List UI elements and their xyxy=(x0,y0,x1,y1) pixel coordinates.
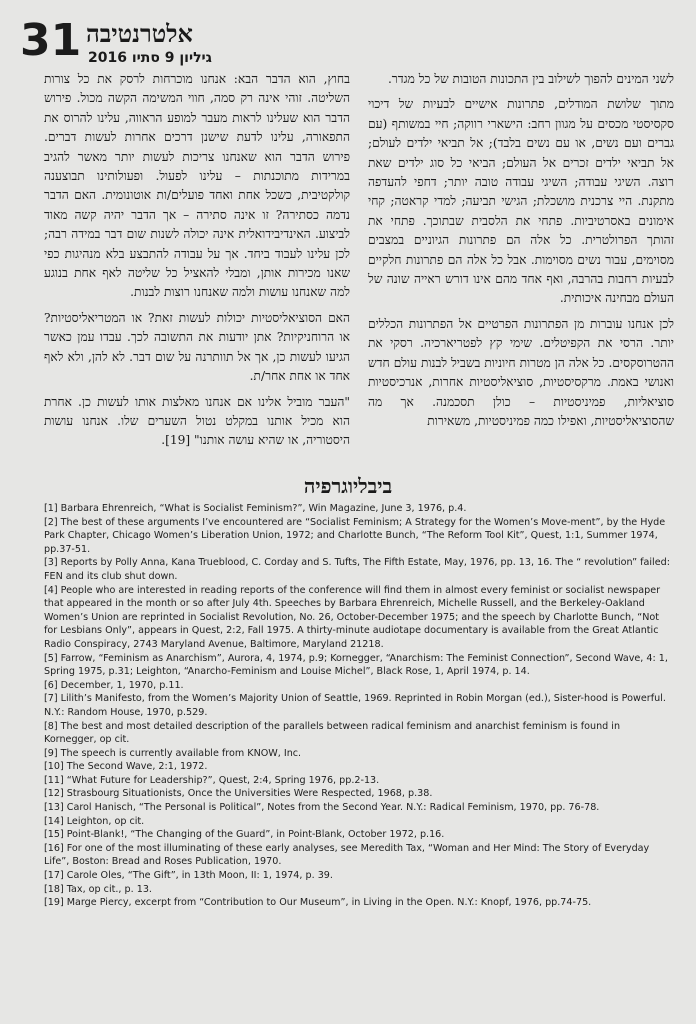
paragraph: לשני המינים להפוך לשילוב בין התכונות הטובות של כל מגדר. xyxy=(387,72,674,86)
bibliography-entry: [5] Farrow, “Feminism as Anarchism”, Aurora, 4, 1974, p.9; Kornegger, “Anarchism: The Feminist Connection”, Second Wave, 4: 1, Spring 1975, p.31; Leighton, “Anarcho-Feminism and Louise Michel”, Black Rose, 1, April 1974, p. 14. xyxy=(44,652,668,678)
bibliography-heading: ביבליוגרפיה xyxy=(303,474,393,498)
paragraph: מתוך שלושת המודלים, פתרונות אישיים לבעיות של דיכוי סקסיסטי מכסים על מגוון רחב: הישארי רווקה; חיי במשותף (עם גברים ועם נשים, או עם נשים בלבד); אל תביאי ילדים לעולם; אל תביאי ילדים זכרים אל העולם; הביאי כל סוג ילדים שאת רוצה. השיגי עבודה; השיגי עבודה טובה יותר; דחפי להעדפה מתקנת. היי צרכנית מושכלת; הגישי תביעה; למדי קראטה; קחי אימונים באסרטיביות. פתחי את הלסבית שבתוכך. פתחי את זהותך הפרולטרית. כל אלה הם פתרונות הגיוניים במצבים מסוימים, עבור נשים מסוימות. אבל כל אלה הם פתרונות חלקיים לבעיות רחבות בהרבה, ואף אחד מהם אינו דורש ראייה שונה של העולם מבחינה איכותית. xyxy=(368,97,674,306)
bibliography-entry: [10] The Second Wave, 2:1, 1972. xyxy=(44,761,208,773)
bibliography-entry: [19] Marge Piercy, excerpt from “Contribution to Our Museum”, in Living in the Open. N.Y.: Knopf, 1976, pp.74-75. xyxy=(44,897,592,909)
left-column xyxy=(44,70,350,451)
bibliography-entry: [12] Strasbourg Situationists, Once the Universities Were Respected, 1968, p.38. xyxy=(44,788,433,800)
right-column xyxy=(368,70,674,431)
magazine-title: אלטרנטיבה xyxy=(86,19,193,48)
issue-line: גיליון 9 סתיו 2016 xyxy=(88,50,212,66)
bibliography-entry: [17] Carole Oles, “The Gift”, in 13th Moon, II: 1, 1974, p. 39. xyxy=(44,870,333,882)
article-columns xyxy=(44,70,674,470)
paragraph: לכן אנחנו עוברות מן הפתרונות הפרטיים אל הפתרונות הכללים יותר. הרסי את הקפיטלים. שימי קץ לפטריארכיה. רסקי את ההטרוסקסים. כל אלה הן מטרות חיוניות בשביל לבנות עולם חדש ואנושי באמת. מרקסיסטיות, סוציאליסטיות אחרות, אנרכיסטיות סוציאליות, פמיניסטיות – כולן תסכמנה. אך מה שהסוציאליסטיות, ואפילו כמה פמיניסטיות, משאירות xyxy=(368,316,674,428)
bibliography-entry: [18] Tax, op cit., p. 13. xyxy=(44,883,152,895)
paragraph: האם הסוציאליסטיות יכולות לעשות זאת? או המטריאליסטיות? או הרוחניקיות? אתן יודעות את התשובה לכך. עבדו עמן כאשר הגיעו לעשות כן, אך אל תוותרנה על שום דבר. לא להן, ולא לאף אחד או אחת אחר/ת. xyxy=(44,310,350,384)
bibliography-entry: [2] The best of these arguments I’ve encountered are “Socialist Feminism; A Strategy for the Women’s Move-ment”, by the Hyde Park Chapter, Chicago Women’s Liberation Union, 1972; and Charlotte Bunch, “The Reform Tool Kit”, Quest, 1:1, Summer 1974, pp.37-51. xyxy=(44,516,666,555)
bibliography-entry: [16] For one of the most illuminating of these early analyses, see Meredith Tax, “Woman and Her Mind: The Story of Everyday Life”, Boston: Bread and Roses Publication, 1970. xyxy=(44,842,650,868)
paragraph: בחוץ, הוא הדבר הבא: אנחנו מוכרחות לרסק את כל צורות השליטה. זוהי אינה רק סמה, חווי המשימה הקשה מכול. פירוש הדבר הוא שעלינו לראות מעבר למופע הראווה, עלינו להרוס את התפאורה, עלינו לדעת שישנן דרכים אחרות לעשות דברים. פירוש הדבר הוא שאנחנו צריכות לעשות יותר מאשר להגיב במרידות מתוכנתות – עלינו לפעול. ופעולותינו תבוצענה קולקטיבית, כשכל אחת ואחד פועלים/ות אוטונומית. האם הדבר נדמה כסתירה? זו אינה סתירה – אך הדבר יהיה קשה מאוד לביצוע. האינדיבידואלית אינה יכולה לשנות שום דבר במידה רבה; לכן עלינו לעבוד ביחד. אך על עבודה להתבצע בלא מנהיגות כפי שאנו מכירות אותן, ומבלי להאציל כל שליטה לאף אחת בנוגע למה שאנחנו עושות ולמה שאנחנו רוצות לבנות. xyxy=(44,72,350,300)
bibliography-entry: [4] People who are interested in reading reports of the conference will find them in almost every feminist or socialist newspaper that appeared in the month or so after July 4th. Speeches by Barbara Ehrenreich, Michelle Russell, and the Berkeley-Oakland Women’s Union are reprinted in Socialist Revolution, No. 26, October-December 1975; and the speech by Charlotte Bunch, “Not for Lesbians Only”, appears in Quest, 2:2, Fall 1975. A thirty-minute audiotape documentary is available from the Great Atlantic Radio Conspiracy, 2743 Maryland Avenue, Baltimore, Maryland 21218. xyxy=(44,584,661,650)
page-number: 31 xyxy=(20,15,82,66)
bibliography-list xyxy=(44,502,672,910)
bibliography-entry: [13] Carol Hanisch, “The Personal is Political”, Notes from the Second Year. N.Y.: Radical Feminism, 1970, pp. 76-78. xyxy=(44,802,600,814)
bibliography-entry: [14] Leighton, op cit. xyxy=(44,815,145,827)
bibliography-entry: [8] The best and most detailed description of the parallels between radical feminism and anarchist feminism is found in Kornegger, op cit. xyxy=(44,720,621,746)
bibliography-entry: [9] The speech is currently available from KNOW, Inc. xyxy=(44,747,302,759)
bibliography-entry: [1] Barbara Ehrenreich, “What is Socialist Feminism?”, Win Magazine, June 3, 1976, p.4. xyxy=(44,503,467,514)
paragraph: "העבר מוביל אלינו אם אנחנו מאלצות אותו לעשות כן. אחרת הוא מכיל אותנו במקלט נטול השערים שלו. אנחנו עושות היסטוריה, או שהיא עושה אותנו" [19]. xyxy=(44,394,350,448)
bibliography-entry: [11] “What Future for Leadership?”, Quest, 2:4, Spring 1976, pp.2-13. xyxy=(44,774,380,786)
page-header xyxy=(16,16,686,66)
bibliography-entry: [15] Point-Blank!, “The Changing of the Guard”, in Point-Blank, October 1972, p.16. xyxy=(44,829,445,841)
bibliography-entry: [7] Lilith’s Manifesto, from the Women’s Majority Union of Seattle, 1969. Reprinted in Robin Morgan (ed.), Sister-hood is Powerful. N.Y.: Random House, 1970, p.529. xyxy=(44,693,666,718)
bibliography-entry: [6] December, 1, 1970, p.11. xyxy=(44,679,184,691)
bibliography-entry: [3] Reports by Polly Anna, Kana Trueblood, C. Corday and S. Tufts, The Fifth Estate, May, 1976, pp. 13, 16. The “ revolution” failed: FEN and its club shut down. xyxy=(44,557,670,582)
